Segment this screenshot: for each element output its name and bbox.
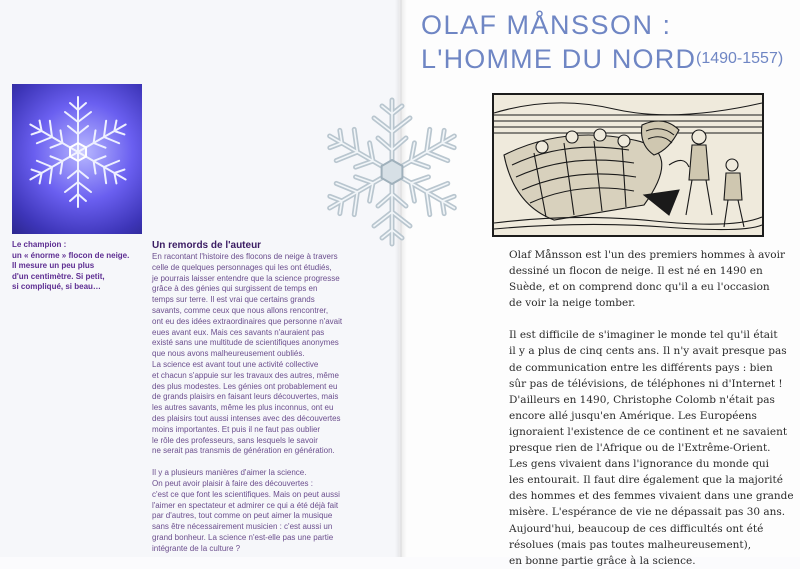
sidebar-line: moins importantes. Et puis il ne faut pas oublier xyxy=(152,424,321,434)
body-line: encore allé jusqu'en Amérique. Les Européens xyxy=(509,409,757,422)
sidebar-line: par d'autres, tout comme on peut aimer la musique xyxy=(152,511,333,521)
sidebar-line: Il y a plusieurs manières d'aimer la science. xyxy=(152,468,307,478)
body-line: en bonne partie grâce à la science. xyxy=(509,554,696,567)
sidebar-line: intégrante de la culture ? xyxy=(152,543,241,553)
body-line: Olaf Månsson est l'un des premiers hommes à avoir xyxy=(509,249,786,261)
sidebar-line: des plus modestes. Les génies ont probablement eu xyxy=(152,381,338,391)
body-line: Les gens vivaient dans l'ignorance du monde qui xyxy=(509,458,770,471)
body-line: les entourait. Il faut dire également que la majorité xyxy=(509,474,783,487)
body-line: D'ailleurs en 1490, Christophe Colomb n'était pas xyxy=(509,393,775,406)
snowflake-illustration xyxy=(312,92,472,252)
sidebar-line: le rôle des professeurs, sans lesquels le savoir xyxy=(152,435,318,445)
body-line: résolues (mais pas toutes malheureusement), xyxy=(509,538,752,551)
sidebar-line: de grands plaisirs en faisant leurs découvertes, mais xyxy=(152,392,339,402)
caption-line: Il mesure un peu plus xyxy=(12,261,95,271)
sidebar-line: On peut avoir plaisir à faire des découvertes : xyxy=(152,478,313,488)
caption-line: si compliqué, si beau… xyxy=(12,282,101,292)
sidebar-line: En racontant l'histoire des flocons de neige à travers xyxy=(152,252,338,261)
body-line: des hommes et des femmes vivaient dans une grande xyxy=(509,490,794,503)
paragraph-gap xyxy=(152,457,392,468)
body-line: dessiné un flocon de neige. Il est né en 1490 en xyxy=(509,265,763,278)
sidebar-line: ont eu des idées extraordinaires que personne n'avait xyxy=(152,316,343,326)
caption-line: un « énorme » flocon de neige. xyxy=(12,250,130,260)
body-line: il y a plus de cinq cents ans. Il n'y avait presque pas xyxy=(509,345,787,358)
sidebar-line: grand bonheur. La science n'est-elle pas une partie xyxy=(152,532,334,542)
sidebar-line: des plaisirs tout aussi intenses avec des découvertes xyxy=(152,413,341,423)
body-line: Suède, et on comprend donc qu'il a eu l'occasion xyxy=(509,281,770,294)
body-line: presque rien de l'Afrique ou de l'Extrême-Orient. xyxy=(509,442,771,455)
sidebar-title: Un remords de l'auteur xyxy=(152,240,262,251)
sidebar-line: temps sur terre. Il est vrai que certains grands xyxy=(152,295,315,305)
chapter-dates: (1490-1557) xyxy=(696,50,784,67)
sidebar-line: grâce à des génies qui surgissent de temps en xyxy=(152,284,318,294)
body-line: sûr pas de télévisions, de téléphones ni d'Internet ! xyxy=(509,377,783,390)
body-line: de communication entre les différents pays : bien xyxy=(509,361,773,374)
sidebar-line: je pourrais laisser entendre que la science progresse xyxy=(152,273,340,283)
body-line: ignoraient l'existence de ce continent et ne savaient xyxy=(509,425,788,438)
sidebar-text xyxy=(152,252,392,555)
body-text xyxy=(509,247,794,569)
sidebar-line: c'est ce que font les scientifiques. Mais on peut aussi xyxy=(152,489,340,499)
sidebar-line: que nous avons malheureusement oubliés. xyxy=(152,349,305,359)
sidebar-line: eues avant eux. Mais ces savants n'auraient pas xyxy=(152,327,325,337)
sidebar-line: savants, comme ceux que nous allons rencontrer, xyxy=(152,305,329,315)
chapter-title-line2: L'HOMME DU NORD xyxy=(421,44,697,74)
sidebar-line: et chacun s'appuie sur les travaux des autres, même xyxy=(152,370,339,380)
paragraph-gap xyxy=(509,311,794,327)
book-gutter xyxy=(395,0,407,557)
caption-line: Le champion : xyxy=(12,240,67,249)
sidebar-line: La science est avant tout une activité collective xyxy=(152,359,319,369)
sidebar-line: existé sans une multitude de scientifiques anonymes xyxy=(152,338,339,348)
body-line: misère. L'espérance de vie ne dépassait pas 30 ans. xyxy=(509,506,786,519)
woodcut-engraving xyxy=(492,93,764,237)
snowflake-photo xyxy=(12,84,142,234)
caption-line: d'un centimètre. Si petit, xyxy=(12,271,105,281)
body-line: Il est difficile de s'imaginer le monde tel qu'il était xyxy=(509,329,778,342)
body-line: de voir la neige tomber. xyxy=(509,297,636,310)
sidebar-line: ne serait pas transmis de génération en génération. xyxy=(152,446,335,456)
photo-caption xyxy=(12,240,142,293)
sidebar-line: sans être nécessairement musicien : c'est aussi un xyxy=(152,522,333,532)
chapter-title-line1: OLAF MÅNSSON : xyxy=(421,10,672,40)
sidebar-line: l'aimer en spectateur et admirer ce qui a été déjà fait xyxy=(152,500,339,510)
sidebar-line: celle de quelques personnages qui les ont étudiés, xyxy=(152,262,332,272)
sidebar-line: les autres savants, même les plus inconnus, ont eu xyxy=(152,403,334,413)
body-line: Aujourd'hui, beaucoup de ces difficultés ont été xyxy=(509,522,764,535)
left-page xyxy=(0,0,399,557)
